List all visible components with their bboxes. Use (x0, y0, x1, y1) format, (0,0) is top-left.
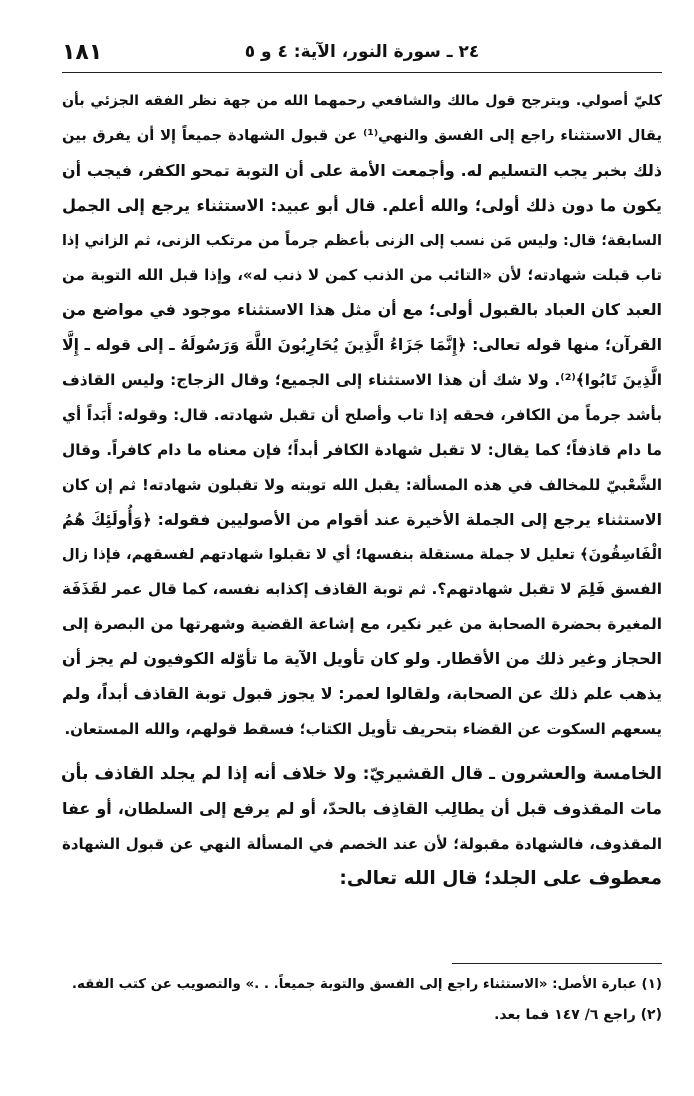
text-line: الاستثناء يرجع إلى الجملة الأخيرة عند أقوام من الأصوليين فقوله: ﴿وَأُولَئِكَ هُمُ (62, 510, 662, 529)
text-line: السابقة؛ قال: وليس مَن نسب إلى الزنى بأعظم جرماً من مرتكب الزنى، ثم الزاني إذا (62, 232, 662, 249)
footnotes (62, 970, 662, 1030)
running-title: ٢٤ ـ سورة النور، الآية: ٤ و ٥ (244, 42, 480, 62)
paragraph-1 (62, 84, 662, 747)
text-line: بأشد جرماً من الكافر، فحقه إذا تاب وأصلح أن تقبل شهادته. قال: وقوله: أَبَداً أي (62, 406, 662, 425)
text-line: يكون ما دون ذلك أولى؛ والله أعلم. قال أبو عبيد: الاستثناء يرجع إلى الجمل (62, 195, 662, 215)
text-line: المقذوف، فالشهادة مقبولة؛ لأن عند الخصم في المسألة النهي عن قبول الشهادة (62, 834, 662, 853)
text-line: الفسق فَلِمَ لا تقبل شهادتهم؟. ثم توبة القاذف إكذابه نفسه، كما قال عمر لقَذَفَة (62, 580, 662, 599)
text-line: ذلك بخبر يجب التسليم له. وأجمعت الأمة على أن التوبة تمحو الكفر، فيجب أن (62, 160, 662, 180)
text-line: العبد كان العباد بالقبول أولى؛ مع أن مثل هذا الاستثناء موجود في مواضع من (62, 300, 662, 320)
header-rule (62, 72, 662, 73)
text-line: ما دام قاذفاً؛ كما يقال: لا تقبل شهادة الكافر أبداً؛ فإن معناه ما دام كافراً. وقال (62, 440, 662, 459)
text-line: الَّذِينَ تَابُوا﴾⁽²⁾. ولا شك أن هذا الاستثناء إلى الجميع؛ وقال الزجاج: وليس القاذف (62, 371, 663, 390)
text-line: المغيرة بحضرة الصحابة من غير نكير، مع إشاعة القضية وشهرتها من البصرة إلى (62, 615, 662, 634)
text-line: يسعهم السكوت عن القضاء بتحريف تأويل الكتاب؛ فسقط قولهم، والله المستعان. (64, 720, 662, 739)
footnote-1: (١) عبارة الأصل: «الاستثناء راجع إلى الفسق والتوبة جميعاً. . .» والتصويب عن كتب الفقه. (71, 977, 662, 992)
text-line: يذهب علم ذلك عن الصحابة، ولقالوا لعمر: لا يجوز قبول توبة القاذف أبداً، ولم (62, 684, 662, 704)
footnote-2: (٢) راجع ٦/ ١٤٧ فما بعد. (494, 1007, 662, 1023)
text-line: مات المقذوف قبل أن يطالِب القاذِف بالحدّ، أو لم يرفع إلى السلطان، أو عفا (62, 798, 662, 818)
text-line: الخامسة والعشرون ـ قال القشيريّ: ولا خلاف أنه إذا لم يجلد القاذف بأن (60, 763, 662, 784)
text-line: القرآن؛ منها قوله تعالى: ﴿إِنَّمَا جَزَاءُ الَّذِينَ يُحَارِبُونَ اللَّهَ وَرَسُولَهُ ـ إلى قوله ـ إِلَّا (62, 336, 662, 355)
text-line: تاب قبلت شهادته؛ لأن «التائب من الذنب كمن لا ذنب له»، وإذا قبل الله التوبة من (62, 266, 662, 285)
text-line: الشَّعْبيّ للمخالف في هذه المسألة: يقبل الله توبته ولا تقبلون شهادته! ثم إن كان (62, 475, 662, 494)
text-line: يقال الاستثناء راجع إلى الفسق والنهي⁽¹⁾ عن قبول الشهادة جميعاً إلا أن يفرق بين (62, 126, 662, 144)
book-page (62, 38, 662, 1078)
page-header (62, 38, 662, 74)
main-text (62, 84, 662, 896)
text-line: الْفَاسِقُونَ﴾ تعليل لا جملة مستقلة بنفسها؛ أي لا تقبلوا شهادتهم لفسقهم، فإذا زال (61, 545, 662, 563)
text-line: معطوف على الجلد؛ قال الله تعالى: (339, 867, 662, 889)
page-number: ١٨١ (62, 40, 103, 65)
text-line: الحجاز وغير ذلك من الأقطار. ولو كان تأويل الآية ما تأوّله الكوفيون لم يجز أن (62, 649, 662, 669)
text-line: كليّ أصولي. ويترجح قول مالك والشافعي رحمهما الله من جهة نظر الفقه الجزئي بأن (62, 93, 662, 109)
paragraph-2 (62, 757, 662, 897)
footnote-rule (452, 963, 662, 964)
paragraph-gap (62, 747, 662, 757)
